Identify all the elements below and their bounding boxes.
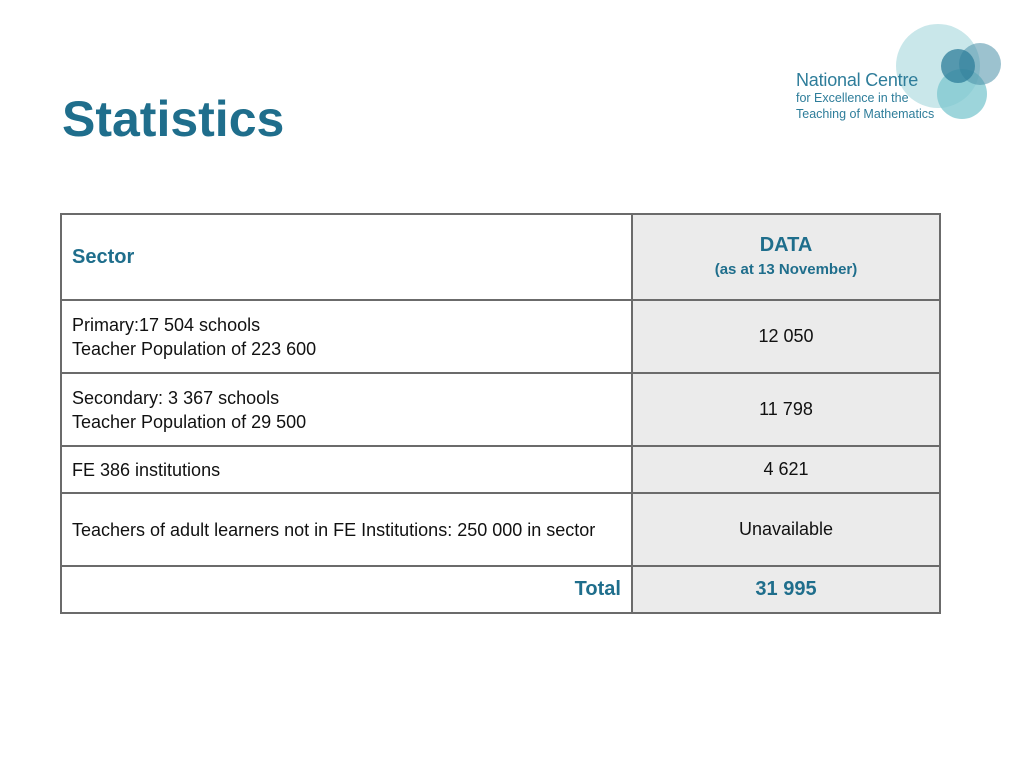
- table-row: [61, 493, 940, 566]
- sector-cell: [61, 300, 632, 373]
- sector-cell: [61, 373, 632, 446]
- header-sector: Sector: [61, 214, 632, 300]
- value-cell: Unavailable: [632, 493, 940, 566]
- table-row: [61, 300, 940, 373]
- logo-line-1: National Centre: [796, 70, 919, 90]
- header-data-note: (as at 13 November): [714, 261, 858, 278]
- logo-line-2: for Excellence in the: [796, 91, 909, 105]
- sector-cell: [61, 493, 632, 566]
- value-cell: 12 050: [632, 300, 940, 373]
- sector-cell: [61, 446, 632, 493]
- value-cell: 11 798: [632, 373, 940, 446]
- total-label: Total: [61, 566, 632, 613]
- value-cell: 4 621: [632, 446, 940, 493]
- header-data-label: DATA: [759, 234, 813, 256]
- sector-line-1: FE 386 institutions: [72, 459, 221, 480]
- ncetm-logo: [790, 20, 1010, 130]
- sector-line-2: Teacher Population of 29 500: [72, 411, 307, 432]
- logo-text: [796, 70, 934, 122]
- header-data: [632, 214, 940, 300]
- table-row: [61, 373, 940, 446]
- table-header-row: [61, 214, 940, 300]
- sector-line-1: Teachers of adult learners not in FE Institutions: 250 000 in sector: [72, 519, 596, 540]
- table-row: [61, 446, 940, 493]
- total-value: 31 995: [632, 566, 940, 613]
- sector-line-1: Primary:17 504 schools: [72, 314, 261, 335]
- statistics-table: [60, 213, 941, 614]
- page-title: Statistics: [62, 91, 285, 147]
- sector-line-2: Teacher Population of 223 600: [72, 338, 317, 359]
- sector-line-1: Secondary: 3 367 schools: [72, 387, 280, 408]
- total-row: [61, 566, 940, 613]
- logo-line-3: Teaching of Mathematics: [796, 107, 935, 121]
